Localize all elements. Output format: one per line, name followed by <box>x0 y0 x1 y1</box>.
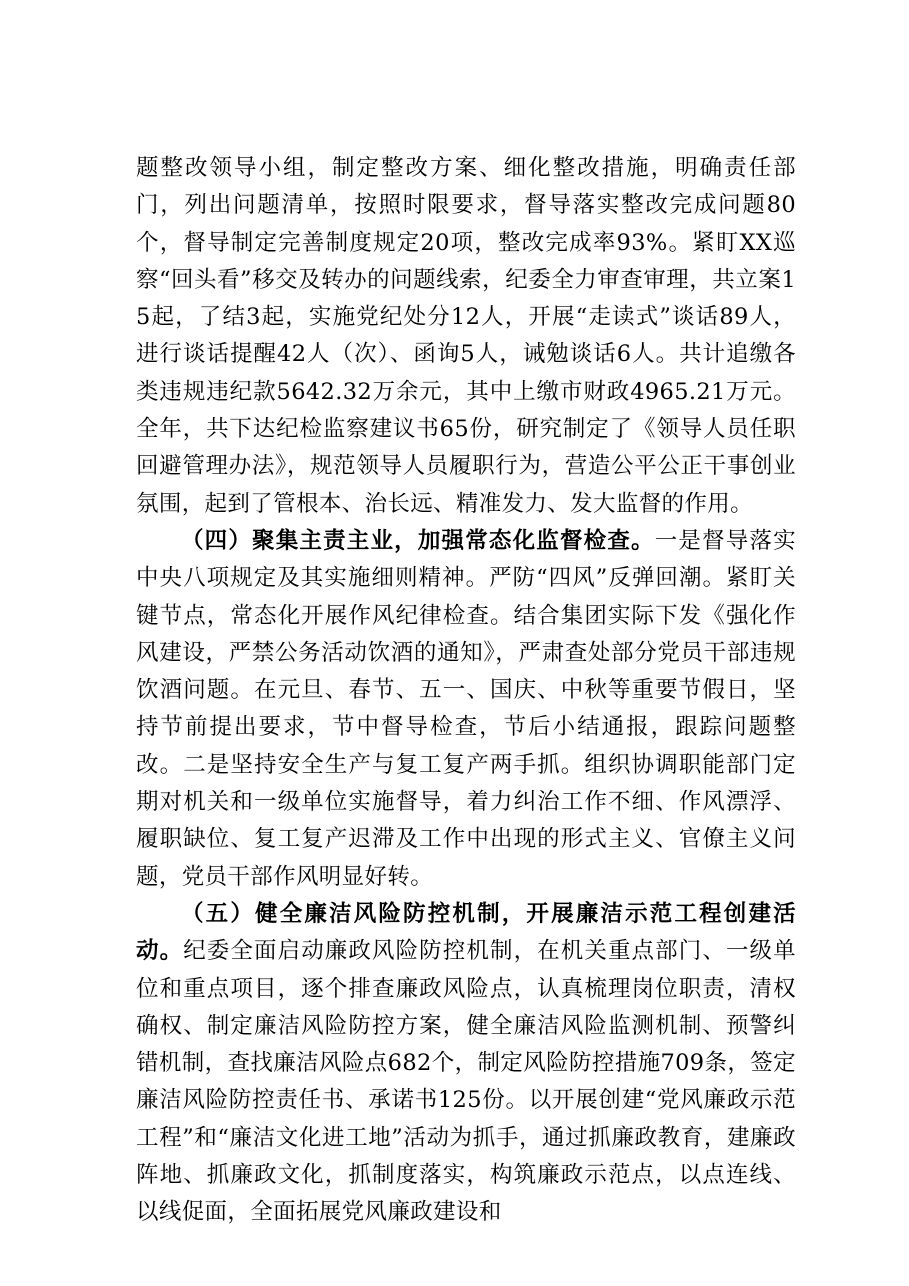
paragraph-body: 纪委全面启动廉政风险防控机制，在机关重点部门、一级单位和重点项目，逐个排查廉政风险点，认真梳理岗位职责，清权确权、制定廉洁风险防控方案，健全廉洁风险监测机制、预警纠错机制，查找廉洁风险点682个，制定风险防控措施709条，签定廉洁风险防控责任书、承诺书125份。以开展创建“党风廉政示范工程”和“廉洁文化进工地”活动为抓手，通过抓廉政教育，建廉政阵地、抓廉政文化，抓制度落实，构筑廉政示范点，以点连线、以线促面，全面拓展党风廉政建设和 <box>136 938 796 1226</box>
document-page <box>136 150 796 1232</box>
paragraph-section-4 <box>136 523 796 896</box>
paragraph-continuation <box>136 150 796 523</box>
section-heading: （五）健全廉洁风险防控机制，开展廉洁示范工程创建活动。 <box>136 900 796 965</box>
paragraph-section-5 <box>136 896 796 1232</box>
section-heading: （四）聚集主责主业，加强常态化监督检查。 <box>181 527 655 554</box>
paragraph-body: 一是督导落实中央八项规定及其实施细则精神。严防“四风”反弹回潮。紧盯关键节点，常态化开展作风纪律检查。结合集团实际下发《强化作风建设，严禁公务活动饮酒的通知》，严肃查处部分党员干部违规饮酒问题。在元旦、春节、五一、国庆、中秋等重要节假日，坚持节前提出要求，节中督导检查，节后小结通报，跟踪问题整改。二是坚持安全生产与复工复产两手抓。组织协调职能部门定期对机关和一级单位实施督导，着力纠治工作不细、作风漂浮、履职缺位、复工复产迟滞及工作中出现的形式主义、官僚主义问题，党员干部作风明显好转。 <box>136 527 796 890</box>
paragraph-body: 题整改领导小组，制定整改方案、细化整改措施，明确责任部门，列出问题清单，按照时限要求，督导落实整改完成问题80个，督导制定完善制度规定20项，整改完成率93%。紧盯XX巡察“回头看”移交及转办的问题线索，纪委全力审查审理，共立案15起，了结3起，实施党纪处分12人，开展“走读式”谈话89人，进行谈话提醒42人（次）、函询5人，诫勉谈话6人。共计追缴各类违规违纪款5642.32万余元，其中上缴市财政4965.21万元。全年，共下达纪检监察建议书65份，研究制定了《领导人员任职回避管理办法》，规范领导人员履职行为，营造公平公正干事创业氛围，起到了管根本、治长远、精准发力、发大监督的作用。 <box>136 155 796 517</box>
